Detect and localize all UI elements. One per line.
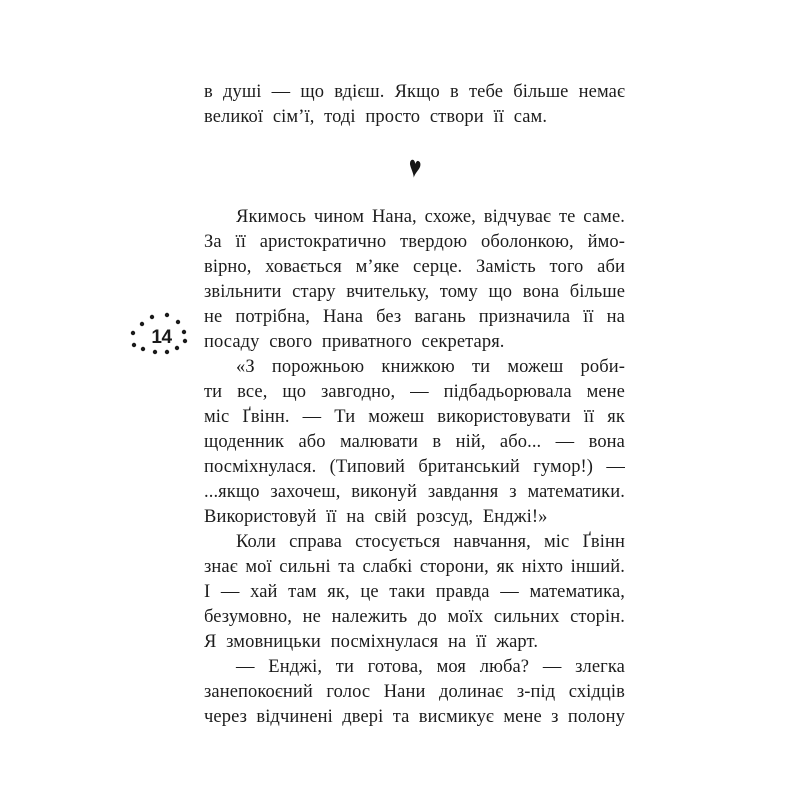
text-line: ти все, що завгодно, — підбадьорювала мене — [204, 382, 625, 402]
text-line: занепокоєний голос Нани долинає з-під східців — [204, 682, 625, 702]
text-line: Якимось чином Нана, схоже, відчуває те саме. — [236, 207, 625, 227]
section-divider — [204, 130, 625, 205]
text-line: знає мої сильні та слабкі сторони, як ніхто інший. — [204, 557, 625, 577]
text-line: великої сім’ї, тоді просто створи її сам. — [204, 107, 548, 127]
text-line: не потрібна, Нана без вагань призначила її на — [204, 307, 625, 327]
text-line: міс Ґвінн. — Ти можеш використовувати її як — [204, 407, 625, 427]
page-text-column — [204, 80, 625, 730]
text-line: в душі — що вдієш. Якщо в тебе більше немає — [204, 82, 625, 102]
text-line: звільнити стару вчительку, тому що вона більше — [204, 282, 625, 302]
intro-paragraph — [204, 80, 625, 130]
page-number: 14 — [151, 326, 172, 348]
text-line: через відчинені двері та висмикує мене з полону — [204, 707, 625, 727]
text-line: щоденник або малювати в ній, або... — вона — [204, 432, 625, 452]
text-line: І — хай там як, це таки правда — математика, — [204, 582, 625, 602]
text-line: вірно, ховається м’яке серце. Замість того аби — [204, 257, 625, 277]
text-line: Я змовницьки посміхнулася на її жарт. — [204, 632, 539, 652]
text-line: За її аристократично твердою оболонкою, ймо- — [204, 232, 625, 252]
text-line: «З порожньою книжкою ти можеш роби- — [236, 357, 625, 377]
heart-icon: ♥ — [406, 148, 423, 186]
text-line: безумовно, не належить до моїх сильних сторін. — [204, 607, 625, 627]
text-line: Коли справа стосується навчання, міс Ґвінн — [236, 532, 625, 552]
body-paragraphs — [204, 205, 625, 730]
page-number-marker — [127, 306, 193, 362]
text-line: посаду свого приватного секретаря. — [204, 332, 505, 352]
text-line: Використовуй її на свій розсуд, Енджі!» — [204, 507, 548, 527]
text-line: посміхнулася. (Типовий британський гумор!) — — [204, 457, 625, 477]
text-line: ...якщо захочеш, виконуй завдання з математики. — [204, 482, 625, 502]
text-line: — Енджі, ти готова, моя люба? — злегка — [236, 657, 625, 677]
